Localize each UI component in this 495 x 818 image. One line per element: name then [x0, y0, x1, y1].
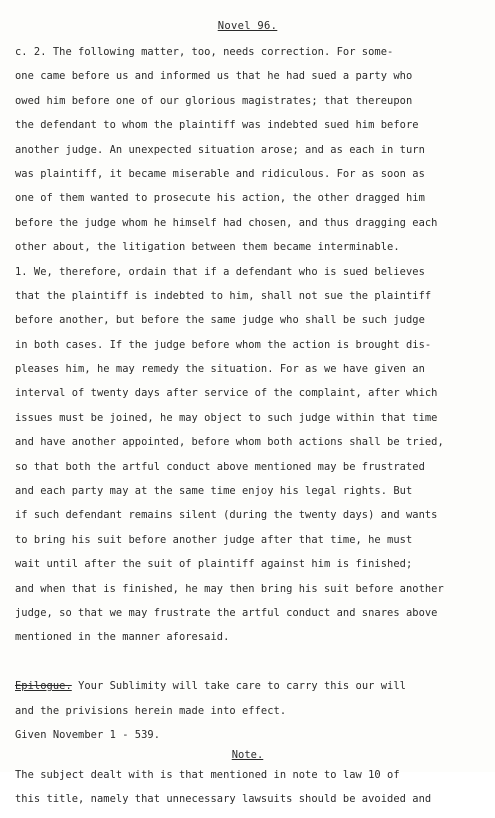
- page-heading: Novel 96.: [217, 20, 278, 32]
- text-line: in both cases. If the judge before whom the action is brought dis-: [15, 338, 432, 351]
- text-line: the defendant to whom the plaintiff was indebted sued him before: [15, 119, 419, 132]
- note-heading: Note.: [231, 748, 264, 761]
- text-line: and when that is finished, he may then bring his suit before another: [15, 582, 444, 595]
- text-line: c. 2. The following matter, too, needs correction. For some-: [15, 46, 394, 58]
- epilogue-text: Your Sublimity will take care to carry this our will: [71, 680, 406, 693]
- text-line: pleases him, he may remedy the situation. For as we have given an: [15, 363, 425, 376]
- epilogue-label: Epilogue.: [15, 680, 72, 693]
- text-line: before the judge whom he himself had chosen, and thus dragging each: [15, 216, 438, 229]
- text-line: interval of twenty days after service of the complaint, after which: [15, 387, 438, 400]
- text-line: to bring his suit before another judge after that time, he must: [15, 533, 413, 546]
- text-line: this title, namely that unnecessary lawsuits should be avoided and: [15, 793, 432, 806]
- body-text: [15, 46, 490, 818]
- blank-line: [15, 656, 490, 680]
- text-line: judge, so that we may frustrate the artful conduct and snares above: [15, 606, 438, 619]
- text-line: was plaintiff, it became miserable and ridiculous. For as soon as: [15, 167, 425, 180]
- text-line: wait until after the suit of plaintiff against him is finished;: [15, 558, 413, 571]
- text-line: issues must be joined, he may object to such judge within that time: [15, 411, 438, 424]
- epilogue-line: [15, 680, 490, 704]
- text-line: 1. We, therefore, ordain that if a defendant who is sued believes: [15, 265, 425, 278]
- text-line: one of them wanted to prosecute his action, the other dragged him: [15, 192, 425, 205]
- text-line: and each party may at the same time enjoy his legal rights. But: [15, 485, 413, 498]
- text-line: another judge. An unexpected situation arose; and as each in turn: [15, 143, 425, 156]
- note-heading-line: [15, 749, 490, 769]
- given-date: Given November 1 - 539.: [15, 728, 161, 741]
- text-line: that the plaintiff is indebted to him, shall not sue the plaintiff: [15, 289, 432, 302]
- text-line: so that both the artful conduct above mentioned may be frustrated: [15, 460, 425, 473]
- text-line: and have another appointed, before whom both actions shall be tried,: [15, 436, 444, 449]
- text-line: other about, the litigation between them became interminable.: [15, 241, 400, 254]
- text-line: mentioned in the manner aforesaid.: [15, 631, 230, 644]
- text-line: one came before us and informed us that he had sued a party who: [15, 70, 413, 83]
- text-line: and the privisions herein made into effect.: [15, 704, 287, 717]
- text-line: if such defendant remains silent (during the twenty days) and wants: [15, 509, 438, 522]
- text-line: before another, but before the same judge who shall be such judge: [15, 314, 425, 327]
- text-line: The subject dealt with is that mentioned in note to law 10 of: [15, 768, 400, 781]
- text-line: owed him before one of our glorious magistrates; that thereupon: [15, 94, 413, 107]
